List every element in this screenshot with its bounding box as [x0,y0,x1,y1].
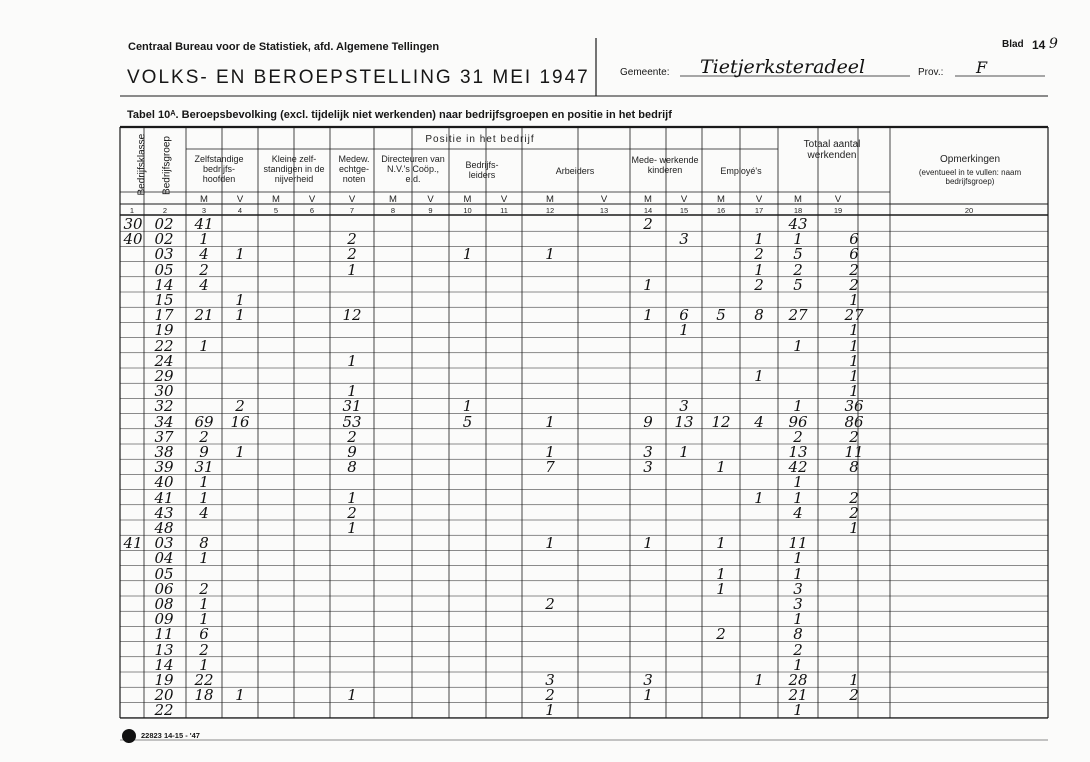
count-entry: 2 [754,245,764,264]
count-entry: 4 [199,503,209,522]
count-entry: 31 [342,397,362,416]
gemeente-label: Gemeente: [620,67,670,78]
column-number: 6 [309,206,315,215]
column-number: 10 [463,206,472,215]
count-entry: 12 [342,306,362,325]
count-entry: 1 [754,230,764,249]
count-entry: 1 [545,412,555,431]
count-entry: 1 [849,291,859,309]
col-directeuren: Directeuren van N.V.'s Coöp., e.d. [381,154,445,185]
count-entry: 1 [545,701,555,720]
count-entry: 1 [716,579,726,598]
count-entry: 21 [788,686,808,705]
count-entry: 1 [679,443,689,461]
count-entry: 27 [788,306,808,325]
count-entry: 1 [754,367,764,385]
count-entry: 2 [793,260,803,279]
column-number: 18 [793,206,803,215]
bedrijfsgroep-entry: 19 [154,671,174,689]
count-entry: 2 [347,427,357,446]
count-entry: 1 [347,686,357,705]
count-entry: 3 [643,458,653,477]
count-entry: 42 [788,458,808,477]
count-entry: 4 [199,245,209,264]
column-number: 14 [643,206,653,215]
mv-label: M [546,194,554,205]
count-entry: 1 [754,671,764,689]
prov-label: Prov.: [918,67,944,78]
count-entry: 8 [199,534,209,553]
count-entry: 2 [849,488,859,507]
count-entry: 2 [793,427,803,446]
column-number: 16 [716,206,726,215]
col-medew: Medew. echtge- noten [338,154,370,185]
bedrijfsgroep-entry: 38 [154,443,174,461]
bedrijfsgroep-entry: 29 [154,367,174,385]
mv-label: M [272,194,280,205]
count-entry: 1 [643,306,653,325]
mv-label: M [200,194,208,205]
count-entry: 16 [230,412,250,431]
column-number: 4 [237,206,243,215]
bedrijfsgroep-entry: 11 [154,625,174,644]
bedrijfsgroep-entry: 13 [154,640,174,659]
count-entry: 18 [194,686,214,705]
count-entry: 1 [849,321,859,340]
count-entry: 1 [199,595,209,613]
count-entry: 1 [545,534,555,553]
count-entry: 1 [462,397,473,416]
count-entry: 1 [793,655,803,674]
bedrijfsgroep-entry: 05 [154,260,174,279]
bureau-line: Centraal Bureau voor de Statistiek, afd. Algemene Tellingen [128,41,440,53]
bedrijfsgroep-entry: 37 [154,427,174,446]
column-number: 19 [833,206,843,215]
bedrijfsgroep-entry: 17 [154,306,174,325]
count-entry: 1 [849,367,859,385]
blad-number: 14 [1032,38,1046,52]
count-entry: 12 [711,412,731,431]
count-entry: 28 [788,671,808,689]
column-number: 2 [162,206,168,215]
mv-label: V [755,194,763,205]
count-entry: 5 [793,275,803,294]
count-entry: 2 [849,686,859,705]
count-entry: 2 [793,640,803,659]
bedrijfsgroep-entry: 22 [154,701,174,720]
count-entry: 1 [849,336,859,355]
mv-label: M [644,194,652,205]
col-bedrijfsgroep: Bedrijfsgroep [161,136,173,195]
bedrijfsklasse-entry: 41 [123,534,143,553]
bedrijfsgroep-entry: 48 [154,519,174,537]
count-entry: 3 [793,579,803,598]
count-entry: 53 [342,412,362,431]
count-entry: 5 [716,306,726,325]
count-entry: 3 [793,595,803,613]
count-entry: 1 [347,351,357,370]
count-entry: 9 [199,443,209,461]
count-entry: 2 [754,275,764,294]
mv-label: V [834,194,842,205]
bedrijfsklasse-entry: 30 [123,215,143,233]
count-entry: 3 [679,230,689,249]
count-entry: 8 [793,625,803,644]
count-entry: 96 [788,412,808,431]
column-number: 15 [679,206,689,215]
mv-label: V [348,194,356,205]
count-entry: 13 [788,443,808,461]
col-employes: Employé's [720,166,762,176]
count-entry: 2 [716,625,726,644]
count-entry: 1 [347,488,357,507]
count-entry: 2 [199,427,209,446]
mv-label: M [463,194,472,205]
bedrijfsgroep-entry: 19 [154,321,174,340]
count-entry: 43 [788,215,808,233]
mv-label: V [680,194,688,205]
count-entry: 1 [199,230,209,249]
col-positie: Positie in het bedrijf [425,134,535,145]
bedrijfsklasse-entry: 40 [123,230,143,249]
count-entry: 1 [199,473,209,492]
count-entry: 1 [199,336,209,355]
col-medewerkende: Mede- werkende kinderen [631,155,699,176]
count-entry: 41 [194,215,214,233]
bedrijfsgroep-entry: 43 [154,503,174,522]
bedrijfsgroep-entry: 34 [154,412,174,431]
count-entry: 1 [793,701,803,720]
count-entry: 36 [844,397,864,416]
count-entry: 6 [849,230,859,249]
count-entry: 1 [849,351,859,370]
count-entry: 1 [793,397,803,416]
count-entry: 1 [716,534,726,553]
count-entry: 5 [462,412,473,431]
count-entry: 2 [849,427,859,446]
count-entry: 3 [643,671,653,689]
col-kleine: Kleine zelf- standigen in de nijverheid [263,154,325,185]
count-entry: 1 [199,549,209,568]
count-entry: 1 [545,245,555,264]
count-entry: 8 [347,458,357,477]
mv-label: M [389,194,397,205]
column-number: 1 [129,206,135,215]
mv-label: V [600,194,608,205]
form-title: VOLKS- EN BEROEPSTELLING 31 MEI 1947 [127,67,590,88]
bedrijfsgroep-entry: 40 [154,473,174,492]
count-entry: 3 [643,443,653,461]
bedrijfsgroep-entry: 02 [154,230,174,249]
count-entry: 21 [194,306,214,325]
bedrijfsgroep-entry: 06 [154,579,174,598]
count-entry: 8 [849,458,859,477]
count-entry: 69 [194,412,214,431]
gemeente-value: Tietjerksteradeel [700,56,866,78]
col-arbeiders: Arbeiders [555,166,595,176]
mv-label: M [794,194,802,205]
count-entry: 1 [754,260,764,279]
table-title: Tabel 10ᴬ. Beroepsbevolking (excl. tijdelijk niet werkenden) naar bedrijfsgroepen en positie in het bedrijf [127,109,672,121]
col-opmerkingen-note: (eventueel in te vullen: naam bedrijfsgroep) [918,168,1022,186]
count-entry: 1 [347,260,357,279]
count-entry: 1 [716,564,726,583]
column-number: 11 [500,206,508,215]
count-entry: 2 [235,397,245,416]
count-entry: 1 [347,382,357,401]
bedrijfsgroep-entry: 20 [154,686,174,705]
count-entry: 6 [679,306,689,325]
bedrijfsgroep-entry: 02 [154,215,174,233]
count-entry: 2 [347,245,357,264]
bedrijfsgroep-entry: 41 [154,488,174,507]
mv-label: V [236,194,244,205]
count-entry: 7 [545,458,555,477]
column-number: 8 [390,206,396,215]
bedrijfsgroep-entry: 15 [154,291,174,309]
column-number: 3 [201,206,207,215]
count-entry: 9 [643,412,653,431]
col-bedrijfsklasse: Bedrijfsklasse [136,133,148,196]
count-entry: 13 [674,412,694,431]
count-entry: 1 [545,443,555,461]
count-entry: 2 [347,230,357,249]
count-entry: 1 [235,686,245,705]
count-entry: 2 [347,503,357,522]
count-entry: 1 [235,291,245,309]
column-number: 13 [599,206,609,215]
count-entry: 1 [643,686,653,705]
bedrijfsgroep-entry: 03 [154,245,174,264]
count-entry: 1 [849,382,859,401]
count-entry: 2 [849,503,859,522]
count-entry: 1 [235,245,245,264]
count-entry: 11 [788,534,808,553]
blad-suffix: 9 [1049,36,1058,52]
col-bedrijfsleiders: Bedrijfs- leiders [465,160,499,181]
column-number: 5 [273,206,279,215]
count-entry: 1 [199,488,209,507]
prov-value: F [976,58,988,77]
count-entry: 1 [849,519,859,537]
count-entry: 1 [793,473,803,492]
count-entry: 1 [793,336,803,355]
column-number: 12 [545,206,555,215]
count-entry: 1 [793,549,803,568]
bedrijfsgroep-entry: 14 [154,655,174,674]
col-opmerkingen: Opmerkingen [939,154,1001,165]
count-entry: 4 [793,503,803,522]
count-entry: 1 [199,610,209,629]
blad-label: Blad [1002,39,1024,50]
bedrijfsgroep-entry: 22 [154,336,174,355]
count-entry: 1 [235,443,245,461]
count-entry: 1 [754,488,764,507]
count-entry: 6 [849,245,859,264]
count-entry: 2 [199,579,209,598]
count-entry: 4 [199,275,209,294]
count-entry: 1 [235,306,245,325]
bedrijfsgroep-entry: 03 [154,534,174,553]
col-totaal: Totaal aantal werkenden [803,139,861,162]
bedrijfsgroep-entry: 09 [154,610,174,629]
count-entry: 86 [844,412,864,431]
bedrijfsgroep-entry: 30 [154,382,174,401]
count-entry: 3 [545,671,555,689]
bedrijfsgroep-entry: 08 [154,595,174,613]
count-entry: 2 [643,215,653,233]
count-entry: 1 [716,458,726,477]
printer-seal-icon [122,729,136,743]
count-entry: 1 [679,321,689,340]
count-entry: 1 [793,564,803,583]
count-entry: 2 [199,640,209,659]
count-entry: 2 [545,595,555,613]
count-entry: 1 [347,519,357,537]
column-number: 7 [349,206,355,215]
count-entry: 5 [793,245,803,264]
mv-label: M [717,194,725,205]
count-entry: 1 [643,534,653,553]
count-entry: 2 [545,686,555,705]
column-number: 20 [964,206,974,215]
mv-label: V [308,194,316,205]
col-zelfstandige: Zelfstandige bedrijfs- hoofden [194,154,244,185]
count-entry: 1 [462,245,473,264]
count-entry: 2 [849,275,859,294]
count-entry: 8 [754,306,764,325]
printer-code: 22823 14-15 - '47 [141,731,200,740]
bedrijfsgroep-entry: 24 [154,351,174,370]
count-entry: 1 [793,230,803,249]
count-entry: 1 [793,488,803,507]
count-entry: 6 [199,625,209,644]
column-number: 17 [754,206,764,215]
bedrijfsgroep-entry: 39 [154,458,174,477]
column-number: 9 [428,206,433,215]
count-entry: 27 [844,306,864,325]
count-entry: 31 [194,458,214,477]
count-entry: 1 [643,275,653,294]
bedrijfsgroep-entry: 05 [154,564,174,583]
count-entry: 22 [194,671,214,689]
count-entry: 4 [754,412,764,431]
bedrijfsgroep-entry: 14 [154,275,174,294]
mv-label: V [500,194,508,205]
count-entry: 3 [679,397,689,416]
count-entry: 2 [199,260,209,279]
count-entry: 1 [793,610,803,629]
count-entry: 1 [849,671,859,689]
count-entry: 9 [347,443,357,461]
bedrijfsgroep-entry: 32 [154,397,174,416]
mv-label: V [427,194,434,205]
bedrijfsgroep-entry: 04 [154,549,174,568]
count-entry: 1 [199,655,209,674]
count-entry: 11 [844,443,864,461]
count-entry: 2 [849,260,859,279]
